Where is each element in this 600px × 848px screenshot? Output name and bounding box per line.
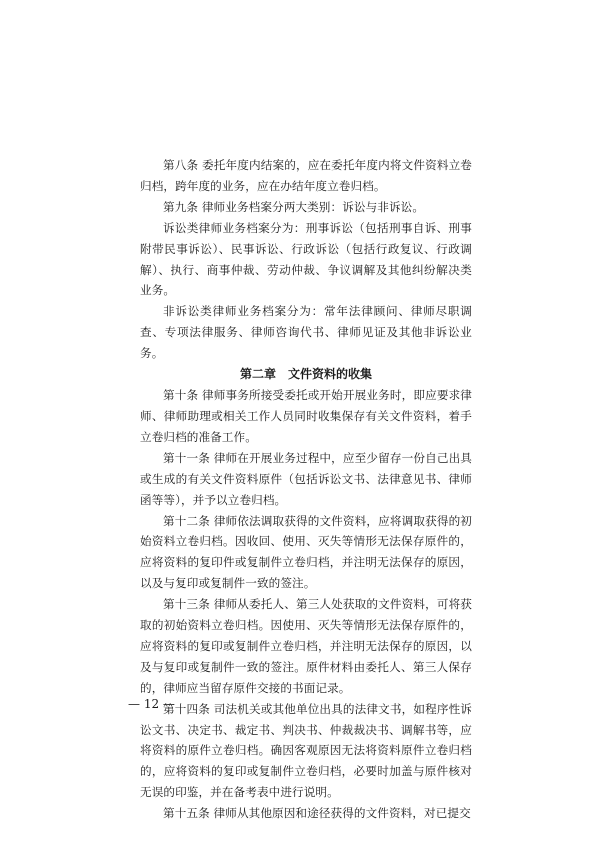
litigation-archive-types: 诉讼类律师业务档案分为：刑事诉讼（包括刑事自诉、刑事附带民事诉讼）、民事诉讼、行政诉讼（包括行政复议、行政调解）、执行、商事仲裁、劳动仲裁、争议调解及其他纠纷解决类业务。 — [140, 220, 472, 298]
non-litigation-archive-types: 非诉讼类律师业务档案分为：常年法律顾问、律师尽职调查、专项法律服务、律师咨询代书、律师见证及其他非诉讼业务。 — [140, 304, 472, 361]
chapter-title: 第二章 文件资料的收集 — [239, 367, 372, 382]
document-body — [140, 155, 472, 824]
article-13: 第十三条 律师从委托人、第三人处获取的文件资料，可将获取的初始资料立卷归档。因使用、灭失等情形无法保存原件的，应将资料的复印或复制件立卷归档，并注明无法保存的原因，以及与复印或复制件一致的签注。原件材料由委托人、第三人保存的，律师应当留存原件交接的书面记录。 — [140, 597, 472, 695]
article-9: 第九条 律师业务档案分两大类别：诉讼与非诉讼。 — [163, 199, 425, 214]
article-12: 第十二条 律师依法调取获得的文件资料，应将调取获得的初始资料立卷归档。因收回、使用、灭失等情形无法保存原件的，应将资料的复印件或复制件立卷归档，并注明无法保存的原因，以及与复印或复制件一致的签注。 — [140, 513, 472, 591]
article-10: 第十条 律师事务所接受委托或开始开展业务时，即应要求律师、律师助理或相关工作人员同时收集保存有关文件资料，着手立卷归档的准备工作。 — [140, 388, 472, 444]
article-14: 第十四条 司法机关或其他单位出具的法律文书，如程序性诉讼文书、决定书、裁定书、判决书、仲裁裁决书、调解书等，应将资料的原件立卷归档。确因客观原因无法将资料原件立卷归档的，应将资料的复印或复制件立卷归档，必要时加盖与原件核对无误的印鉴，并在备考表中进行说明。 — [140, 701, 472, 800]
article-8: 第八条 委托年度内结案的，应在委托年度内将文件资料立卷归档，跨年度的业务，应在办结年度立卷归档。 — [140, 158, 472, 193]
article-15: 第十五条 律师从其他原因和途径获得的文件资料，对已提交 — [163, 806, 471, 821]
page-number: — 12 — — [128, 697, 175, 711]
article-11: 第十一条 律师在开展业务过程中，应至少留存一份自己出具或生成的有关文件资料原件（包括诉讼文书、法律意见书、律师函等等），并予以立卷归档。 — [140, 450, 472, 507]
